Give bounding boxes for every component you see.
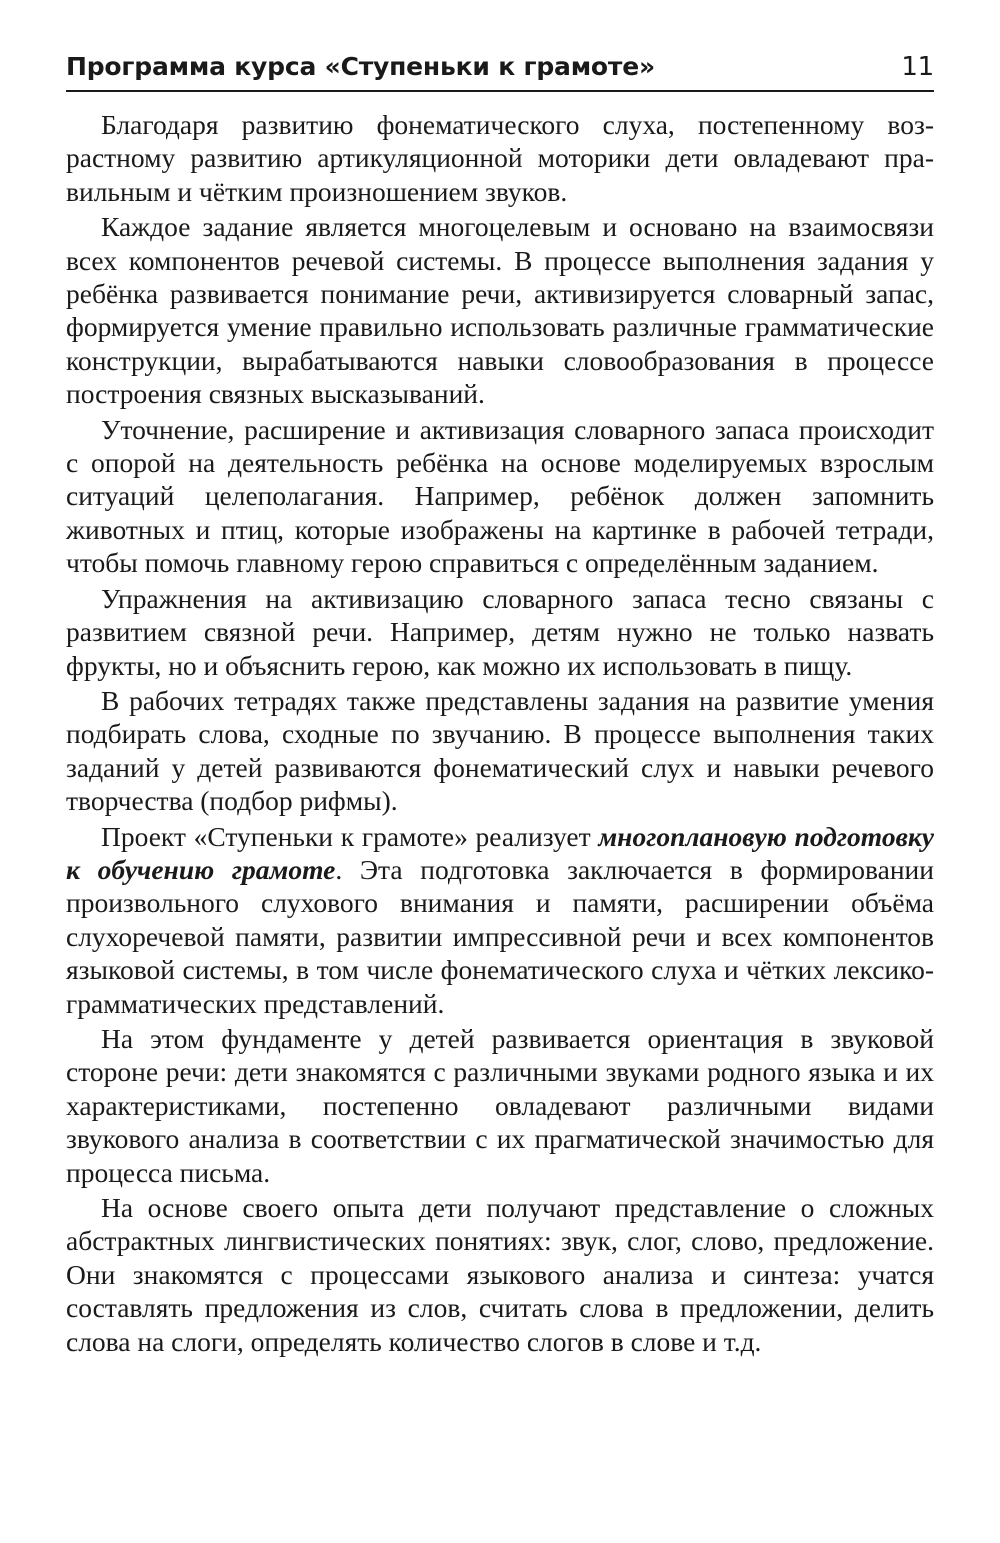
emphasized-phrase: многоплановую подготовку к обучению грамоте: [66, 820, 934, 885]
paragraph-2: Каждое задание является многоцелевым и основано на взаимосвязи всех компонентов речевой системы. В процессе выполнения задания у ребёнка развивается понимание речи, активизируется словарный запас, формируется умение правильно использовать различные грамматические конструкции, вырабатываются навыки словообразования в процессе построения связных высказываний.: [66, 211, 934, 410]
page-number: 11: [901, 52, 934, 82]
paragraph-3: Уточнение, расширение и активизация словарного запаса происходит с опорой на деятельность ребёнка на основе моделируемых взрослым ситуаций целеполагания. Например, ребёнок должен запомнить животных и птиц, которые изображены на картинке в рабочей тетради, чтобы помочь главному герою справиться с определённым заданием.: [66, 413, 934, 579]
body-text: [66, 108, 934, 1358]
paragraph-6-end: . Эта подготовка заключается в формировании произвольного слухового внимания и памяти, расширении объёма слухоречевой памяти, развитии импрессивной речи и всех компонентов языковой системы, в том числе фонематического слуха и чётких лексико-грамматических представлений.: [66, 853, 934, 1019]
paragraph-6-start: Проект «Ступеньки к грамоте» реализует: [101, 820, 599, 852]
paragraph-8: На основе своего опыта дети получают представление о сложных абстрактных лингвистических понятиях: звук, слог, слово, предложение. Они знакомятся с процессами языкового анализа и синтеза: учатся составлять предложения из слов, считать слова в предложении, делить слова на слоги, определять количество слогов в слове и т.д.: [66, 1192, 934, 1357]
book-page: [66, 50, 934, 1360]
paragraph-5: В рабочих тетрадях также представлены задания на развитие умения подбирать слова, сходные по звучанию. В процессе выполнения таких заданий у детей развиваются фонематический слух и навыки речевого творчества (подбор рифмы).: [66, 684, 934, 817]
running-head: [66, 50, 934, 92]
running-head-title: Программа курса «Ступеньки к грамоте»: [66, 52, 655, 81]
paragraph-4: Упражнения на активизацию словарного запаса тесно связаны с развитием связной речи. Например, детям нужно не только назвать фрукты, но и объяснить герою, как можно их использовать в пищу.: [66, 582, 934, 681]
paragraph-6: [66, 820, 934, 1020]
paragraph-7: На этом фундаменте у детей развивается ориентация в звуковой стороне речи: дети знакомятся с различными звуками родного языка и их характеристиками, постепенно овладевают различными видами звукового анализа в соответствии с их прагматической значимостью для процесса письма.: [66, 1022, 934, 1188]
paragraph-1: Благодаря развитию фонематического слуха, постепенному возрастному развитию артикуляционной моторики дети овладевают правильным и чётким произношением звуков.: [66, 109, 934, 207]
